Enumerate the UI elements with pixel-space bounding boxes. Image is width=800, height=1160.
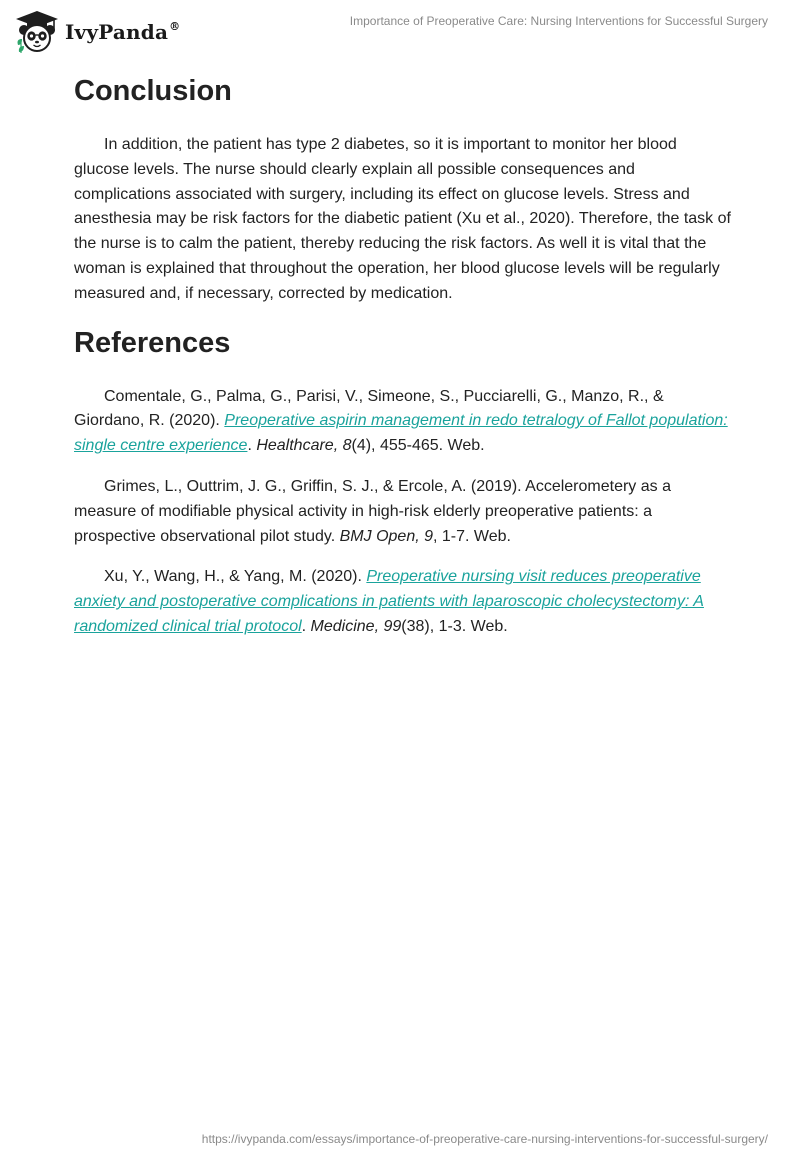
reference-journal: BMJ Open, 9 [339, 527, 433, 545]
reference-item-xu [74, 565, 734, 639]
reference-authors: Comentale, G., Palma, G., Parisi, V., Simeone, S., Pucciarelli, G., Manzo, R., & Giordano, R. (2020). [74, 387, 664, 430]
reference-details: (4), 455-465. Web. [351, 437, 485, 455]
reference-details: , 1-7. Web. [433, 527, 511, 545]
reference-journal: Healthcare, 8 [256, 437, 352, 455]
reference-separator: . [247, 437, 257, 455]
source-url: https://ivypanda.com/essays/importance-of-preoperative-care-nursing-interventions-for-successful-surgery/ [201, 1132, 768, 1146]
reference-item-grimes [74, 475, 734, 549]
document-title: Importance of Preoperative Care: Nursing Interventions for Successful Surgery [349, 14, 768, 28]
reference-item-comentale [74, 385, 734, 459]
reference-authors: Xu, Y., Wang, H., & Yang, M. (2020). [104, 568, 367, 586]
essay-content [74, 74, 734, 640]
reference-link-xu[interactable]: Preoperative nursing visit reduces preoperative anxiety and postoperative complications in patients with laparoscopic cholecystectomy: A randomized clinical trial protocol [74, 568, 704, 635]
reference-separator: . [301, 617, 311, 635]
conclusion-heading: Conclusion [74, 75, 232, 107]
reference-authors: Grimes, L., Outtrim, J. G., Griffin, S. J., & Ercole, A. (2019). Accelerometery as a measure of modifiable physical activity in high-risk elderly preoperative patients: a prospective observational pilot study. [74, 477, 671, 545]
conclusion-paragraph: In addition, the patient has type 2 diabetes, so it is important to monitor her blood glucose levels. The nurse should clearly explain all possible consequences and complications associated with surgery, including its effect on glucose levels. Stress and anesthesia may be risk factors for the diabetic patient (Xu et al., 2020). Therefore, the task of the nurse is to calm the patient, thereby reducing the risk factors. As well it is vital that the woman is explained that throughout the operation, her blood glucose levels will be regularly measured and, if necessary, corrected by medication. [74, 136, 731, 302]
logo-wordmark [65, 20, 180, 44]
reference-details: (38), 1-3. Web. [401, 617, 508, 635]
logo-text: IvyPanda [65, 20, 169, 44]
reference-journal: Medicine, 99 [310, 617, 402, 635]
reference-link-comentale[interactable]: Preoperative aspirin management in redo tetralogy of Fallot population: single centre experience [74, 412, 728, 455]
ivypanda-logo[interactable] [14, 9, 180, 55]
registered-mark: ® [169, 20, 181, 33]
references-heading: References [74, 326, 231, 359]
panda-logo-icon [14, 9, 60, 55]
page-header [0, 0, 800, 60]
